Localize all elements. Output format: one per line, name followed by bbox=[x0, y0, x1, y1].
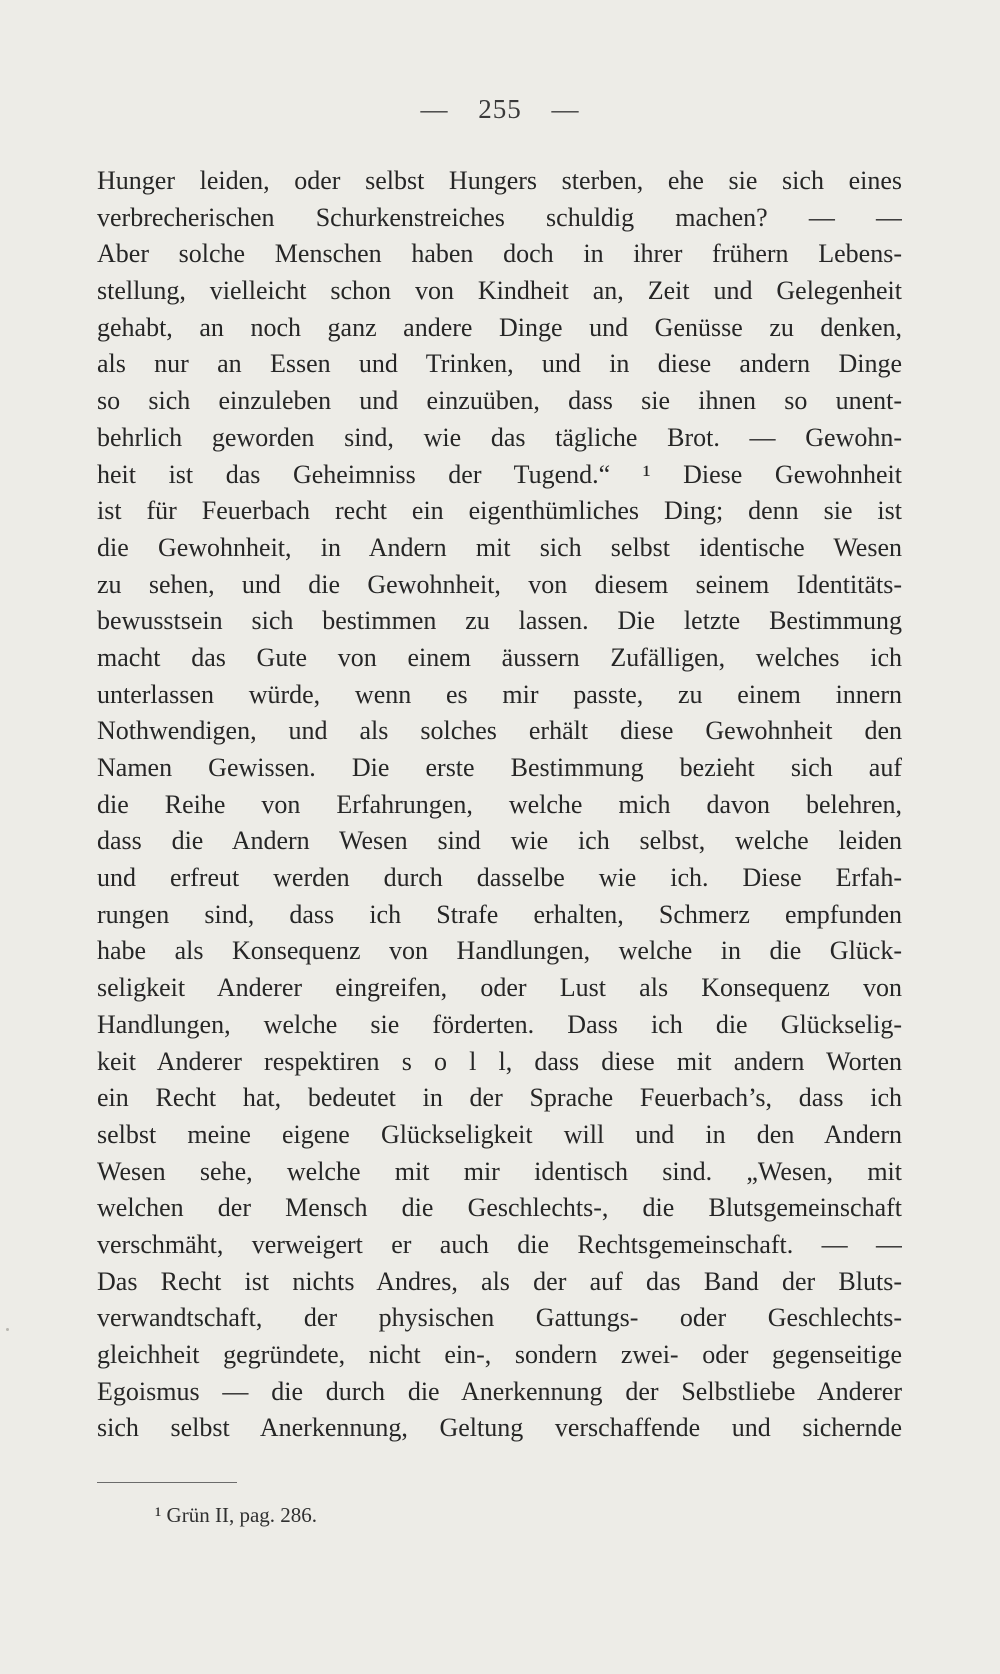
text-line: macht das Gute von einem äussern Zufälligen, welches ich bbox=[97, 642, 902, 672]
text-line: stellung, vielleicht schon von Kindheit an, Zeit und Gelegenheit bbox=[97, 276, 902, 306]
text-line: Aber solche Menschen haben doch in ihrer frühern Lebens- bbox=[97, 239, 902, 269]
text-line: rungen sind, dass ich Strafe erhalten, Schmerz empfunden bbox=[97, 899, 902, 929]
text-line: heit ist das Geheimniss der Tugend.“ ¹ Diese Gewohnheit bbox=[97, 459, 902, 489]
header-dash-right: — bbox=[551, 94, 580, 124]
page-number: 255 bbox=[478, 94, 522, 124]
text-line: Nothwendigen, und als solches erhält diese Gewohnheit den bbox=[97, 716, 902, 746]
paper-speck bbox=[6, 1328, 9, 1331]
page-header bbox=[0, 94, 1000, 125]
text-line: gleichheit gegründete, nicht ein-, sondern zwei- oder gegenseitige bbox=[97, 1340, 902, 1369]
text-line: behrlich geworden sind, wie das tägliche Brot. — Gewohn- bbox=[97, 422, 902, 452]
text-line: ist für Feuerbach recht ein eigenthümliches Ding; denn sie ist bbox=[97, 496, 902, 526]
text-line: Hunger leiden, oder selbst Hungers sterben, ehe sie sich eines bbox=[97, 166, 902, 195]
text-line: gehabt, an noch ganz andere Dinge und Genüsse zu denken, bbox=[97, 312, 902, 342]
text-line: dass die Andern Wesen sind wie ich selbst, welche leiden bbox=[97, 826, 902, 856]
footnote-divider bbox=[97, 1482, 237, 1483]
text-line: Das Recht ist nichts Andres, als der auf das Band der Bluts- bbox=[97, 1266, 902, 1296]
text-line: ein Recht hat, bedeutet in der Sprache Feuerbach’s, dass ich bbox=[97, 1083, 902, 1113]
text-line: verwandtschaft, der physischen Gattungs- oder Geschlechts- bbox=[97, 1303, 902, 1333]
text-line: keit Anderer respektiren s o l l, dass diese mit andern Worten bbox=[97, 1046, 902, 1076]
text-line: Handlungen, welche sie förderten. Dass ich die Glückselig- bbox=[97, 1009, 902, 1039]
text-line: selbst meine eigene Glückseligkeit will und in den Andern bbox=[97, 1119, 902, 1149]
body-text bbox=[97, 163, 902, 1447]
text-line: zu sehen, und die Gewohnheit, von diesem seinem Identitäts- bbox=[97, 569, 902, 599]
text-line: verbrecherischen Schurkenstreiches schuldig machen? — — bbox=[97, 202, 902, 232]
text-line: die Gewohnheit, in Andern mit sich selbst identische Wesen bbox=[97, 532, 902, 562]
text-line: welchen der Mensch die Geschlechts-, die Blutsgemeinschaft bbox=[97, 1193, 902, 1223]
text-line: bewusstsein sich bestimmen zu lassen. Die letzte Bestimmung bbox=[97, 606, 902, 636]
text-line: die Reihe von Erfahrungen, welche mich davon belehren, bbox=[97, 789, 902, 819]
text-line: unterlassen würde, wenn es mir passte, zu einem innern bbox=[97, 679, 902, 709]
text-line: und erfreut werden durch dasselbe wie ich. Diese Erfah- bbox=[97, 863, 902, 893]
text-line: Namen Gewissen. Die erste Bestimmung bezieht sich auf bbox=[97, 753, 902, 782]
text-line: als nur an Essen und Trinken, und in diese andern Dinge bbox=[97, 349, 902, 379]
text-line: seligkeit Anderer eingreifen, oder Lust als Konsequenz von bbox=[97, 973, 902, 1003]
text-line: verschmäht, verweigert er auch die Rechtsgemeinschaft. — — bbox=[97, 1229, 902, 1259]
text-line: habe als Konsequenz von Handlungen, welche in die Glück- bbox=[97, 936, 902, 966]
text-line: so sich einzuleben und einzuüben, dass sie ihnen so unent- bbox=[97, 386, 902, 416]
header-dash-left: — bbox=[420, 94, 449, 124]
text-line: Egoismus — die durch die Anerkennung der Selbstliebe Anderer bbox=[97, 1376, 902, 1406]
text-line: sich selbst Anerkennung, Geltung verschaffende und sichernde bbox=[97, 1413, 902, 1443]
text-line: Wesen sehe, welche mit mir identisch sind. „Wesen, mit bbox=[97, 1156, 902, 1186]
footnote: ¹ Grün II, pag. 286. bbox=[155, 1503, 318, 1527]
